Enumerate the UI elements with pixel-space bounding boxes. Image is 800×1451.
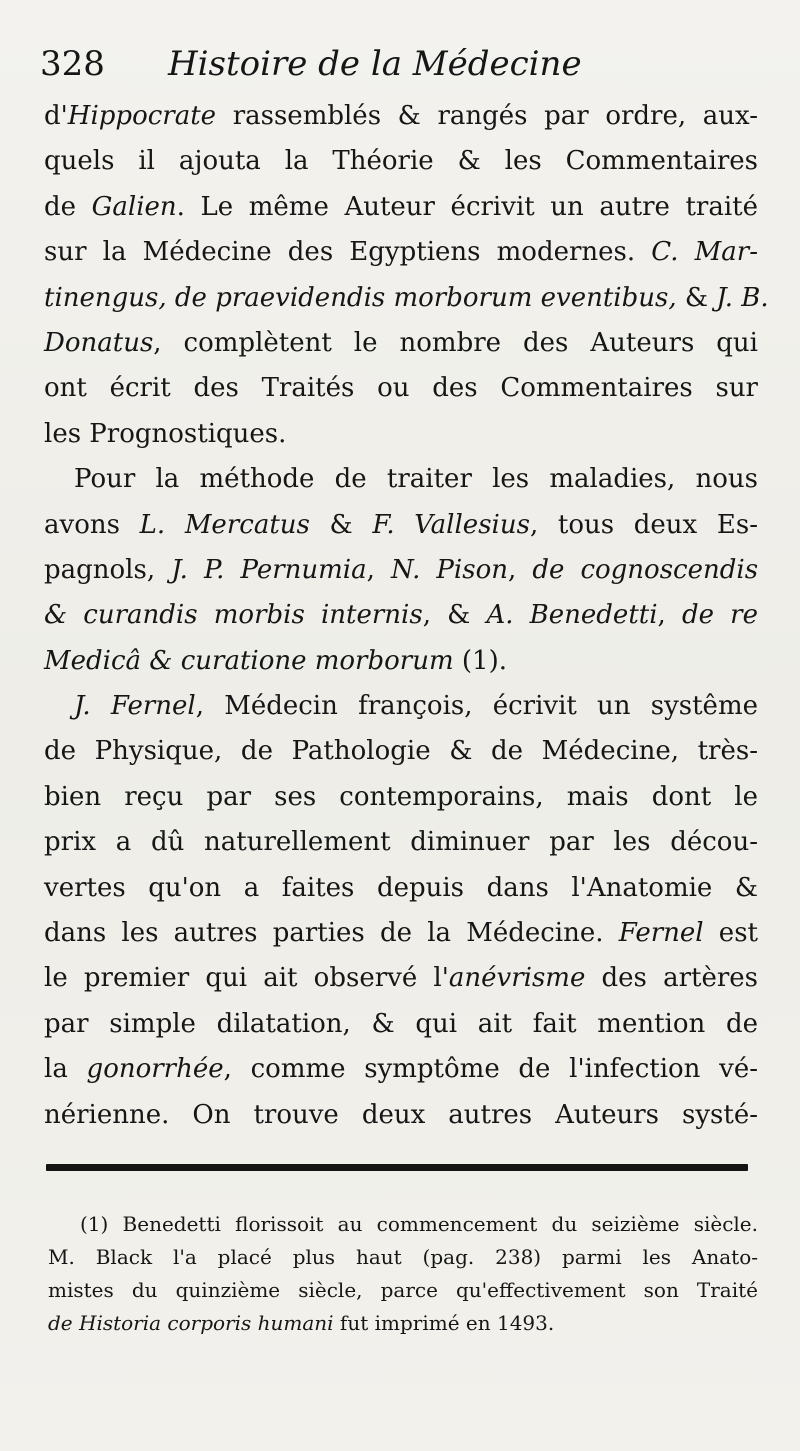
text-fragment: , Médecin françois, écrivit un systême	[195, 691, 758, 722]
footnote-divider	[46, 1164, 748, 1171]
italic-title: de Historia corporis humani	[48, 1311, 334, 1335]
text-line	[44, 639, 758, 684]
text-fragment: ont écrit des Traités ou des Commentaires sur	[44, 373, 758, 404]
text-line	[44, 729, 758, 774]
text-line	[44, 366, 758, 411]
italic-title: de re	[681, 600, 758, 631]
italic-title: Medicâ & curatione morborum	[44, 645, 454, 676]
italic-name: J. P. Pernumia	[171, 554, 367, 585]
running-title: Histoire de la Médecine	[168, 44, 582, 84]
text-fragment: &	[309, 509, 373, 540]
text-fragment: d'	[44, 101, 68, 131]
text-fragment: pagnols,	[44, 554, 172, 585]
text-fragment: la	[44, 1054, 87, 1085]
text-fragment: , &	[422, 600, 487, 631]
italic-name: Fernel	[618, 918, 704, 949]
footnote-line	[48, 1274, 758, 1307]
text-fragment: bien reçu par ses contemporains, mais dont le	[44, 781, 758, 812]
text-line	[44, 866, 758, 911]
text-line	[44, 820, 758, 865]
text-fragment: &	[676, 282, 717, 313]
text-line	[44, 276, 769, 321]
text-fragment: prix a dû naturellement diminuer par les décou-	[44, 827, 758, 858]
main-text	[44, 94, 769, 1138]
text-fragment: les Prognostiques.	[44, 418, 287, 449]
text-fragment: nérienne. On trouve deux autres Auteurs systé-	[44, 1099, 758, 1130]
text-fragment: ,	[657, 600, 682, 631]
italic-title: tinengus, de praevidendis morborum eventibus,	[44, 282, 677, 313]
italic-name: Hippocrate	[67, 101, 217, 131]
text-line	[44, 911, 758, 956]
text-line	[44, 185, 758, 230]
text-line	[44, 412, 758, 457]
text-fragment: est	[703, 918, 758, 949]
italic-title: & curandis morbis internis	[44, 600, 423, 631]
text-fragment: de	[44, 191, 92, 222]
text-fragment: avons	[44, 509, 140, 540]
text-fragment: dans les autres parties de la Médecine.	[44, 918, 619, 949]
italic-name: Galien	[91, 191, 177, 222]
text-fragment: (1) Benedetti florissoit au commencement du seizième siècle.	[80, 1212, 758, 1236]
footnote-line	[48, 1241, 758, 1274]
italic-term: anévrisme	[448, 963, 586, 994]
text-line	[44, 139, 758, 184]
text-fragment: M. Black l'a placé plus haut (pag. 238) parmi les Anato-	[48, 1245, 758, 1269]
italic-name: F. Vallesius	[372, 509, 530, 540]
italic-term: gonorrhée	[86, 1054, 224, 1085]
text-line	[44, 94, 758, 139]
text-fragment: , comme symptôme de l'infection vé-	[223, 1054, 758, 1085]
italic-name: N. Pison	[390, 554, 508, 585]
text-fragment: . Le même Auteur écrivit un autre traité	[176, 191, 758, 222]
page-header	[40, 38, 760, 90]
text-fragment: , tous deux Es-	[529, 509, 758, 540]
text-line	[44, 548, 758, 593]
text-line	[44, 1047, 758, 1092]
text-fragment: vertes qu'on a faites depuis dans l'Anatomie &	[44, 872, 758, 903]
italic-title: de cognoscendis	[532, 554, 759, 585]
text-fragment: fut imprimé en 1493.	[333, 1311, 555, 1335]
footnote-line	[48, 1307, 758, 1340]
text-line	[44, 956, 758, 1001]
text-fragment: des artères	[585, 963, 759, 994]
italic-name: C. Mar-	[651, 237, 758, 268]
text-fragment: le premier qui ait observé l'	[44, 963, 449, 994]
text-line	[44, 1002, 758, 1047]
italic-name: L. Mercatus	[139, 509, 310, 540]
text-fragment: ,	[507, 554, 533, 585]
text-fragment: mistes du quinzième siècle, parce qu'effectivement son Traité	[48, 1278, 758, 1302]
text-line	[44, 503, 758, 548]
footnote-ref: (1).	[453, 645, 507, 676]
text-fragment: , complètent le nombre des Auteurs qui	[153, 327, 758, 358]
text-fragment: ,	[366, 554, 391, 585]
text-line	[44, 593, 758, 638]
text-fragment: Pour la méthode de traiter les maladies, nous	[74, 464, 758, 495]
footnote-line	[48, 1208, 758, 1241]
text-fragment: sur la Médecine des Egyptiens modernes.	[44, 237, 652, 268]
text-fragment: de Physique, de Pathologie & de Médecine, très-	[44, 736, 758, 767]
italic-name: Donatus	[44, 327, 154, 358]
text-line	[44, 775, 758, 820]
text-fragment: rassemblés & rangés par ordre, aux-	[216, 101, 758, 131]
text-line	[44, 457, 758, 502]
italic-name: A. Benedetti	[486, 600, 658, 631]
text-line	[44, 321, 758, 366]
text-line	[44, 1093, 758, 1138]
text-line	[44, 684, 758, 729]
text-line	[44, 230, 758, 275]
text-fragment: par simple dilatation, & qui ait fait mention de	[44, 1008, 758, 1039]
text-fragment: quels il ajouta la Théorie & les Commentaires	[44, 146, 758, 177]
page-number: 328	[40, 44, 105, 84]
italic-name: J. B.	[716, 282, 769, 313]
footnote	[48, 1208, 758, 1340]
italic-name: J. Fernel	[74, 691, 196, 722]
